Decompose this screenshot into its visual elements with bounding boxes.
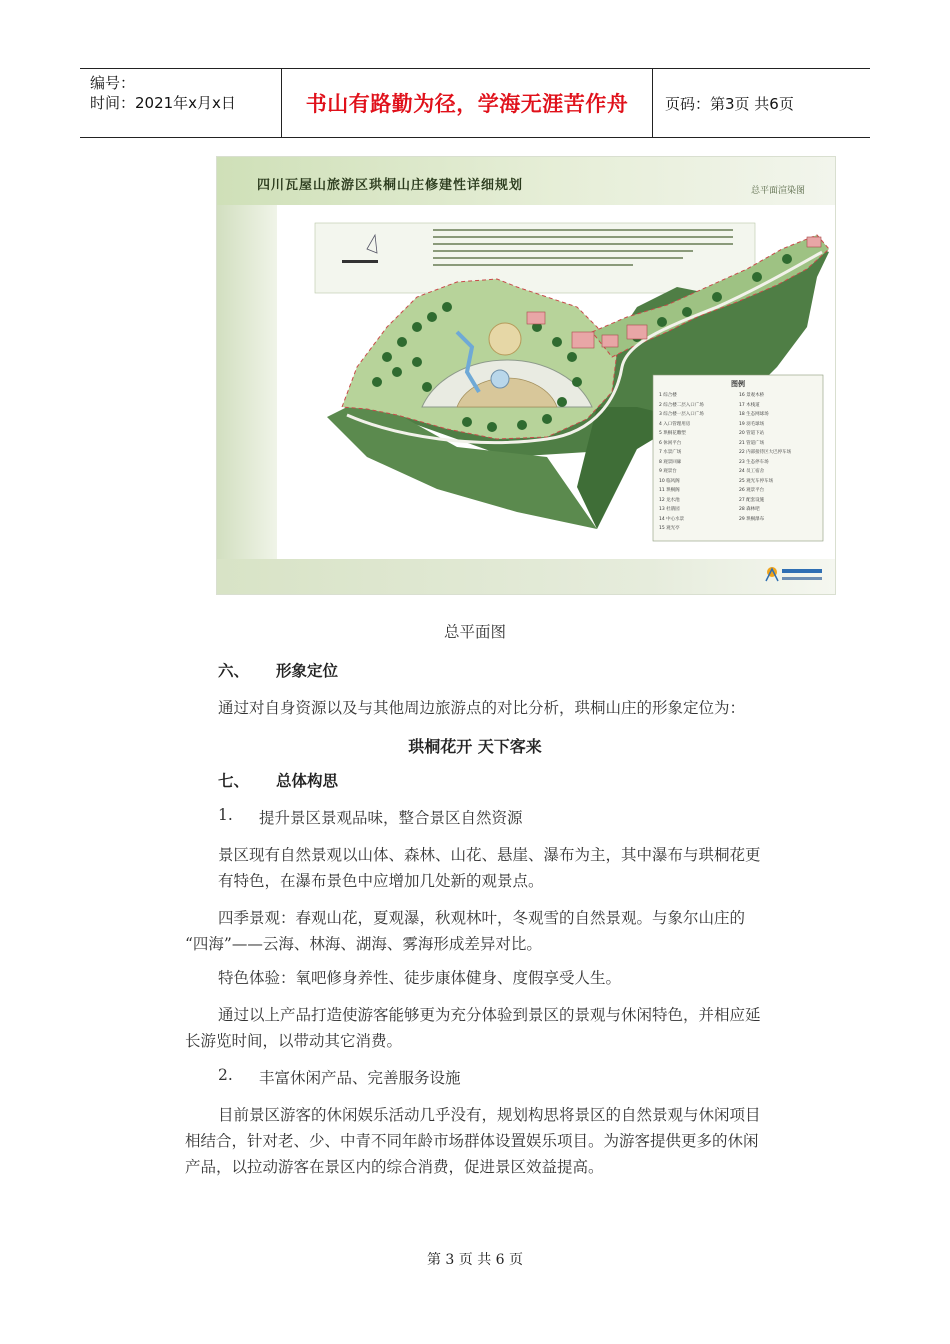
paragraph-3-line-2: “四海”——云海、林海、湖海、雾海形成差异对比。	[185, 935, 542, 953]
site-plan-figure	[217, 157, 835, 594]
legend-item: 13 杜鹃园	[659, 507, 680, 512]
page-header	[80, 68, 870, 138]
legend-item: 5 珙桐花雕塑	[659, 431, 686, 436]
paragraph-positioning: 通过对自身资源以及与其他周边旅游点的对比分析，珙桐山庄的形象定位为：	[218, 699, 746, 717]
section-7-number: 七、	[218, 772, 250, 790]
legend-item: 16 景观木桥	[739, 393, 765, 398]
legend-item: 20 管道下站	[739, 431, 765, 436]
legend-item: 15 观光亭	[659, 526, 680, 531]
paragraph-3-line-1: 四季景观：春观山花，夏观瀑，秋观林叶，冬观雪的自然景观。与象尔山庄的	[218, 909, 746, 927]
legend-item: 27 配套设施	[739, 497, 765, 503]
legend-item: 6 休闲平台	[659, 440, 682, 446]
legend-item: 22 内部接待区大巴停车场	[739, 450, 792, 455]
legend-item: 28 森林吧	[739, 507, 760, 512]
doc-time-label: 时间：2021年x月x日	[90, 94, 236, 112]
legend-item: 26 观景平台	[739, 488, 765, 493]
section-7-title: 总体构思	[276, 772, 339, 790]
legend-item: 18 生态网球场	[739, 412, 769, 417]
legend-item: 4 入口管理用房	[659, 421, 691, 427]
item-1-number: 1.	[218, 806, 233, 824]
item-2-title: 丰富休闲产品、完善服务设施	[259, 1069, 461, 1087]
legend-item: 11 珙桐阁	[659, 488, 680, 493]
paragraph-6-line-1: 目前景区游客的休闲娱乐活动几乎没有，规划构思将景区的自然景观与休闲项目	[218, 1106, 761, 1124]
doc-number-label: 编号：	[90, 74, 136, 92]
legend-item: 3 综合楼一层入口广场	[659, 412, 704, 417]
legend-item: 7 水景广场	[659, 450, 682, 455]
legend-item: 14 中心水景	[659, 516, 685, 522]
legend-item: 8 观景回廊	[659, 459, 682, 465]
legend-title: 图例	[731, 380, 745, 388]
map-subtitle: 总平面渲染图	[750, 186, 805, 196]
legend-right-col	[739, 391, 791, 524]
legend-item: 19 羽毛球场	[739, 421, 765, 427]
legend-item: 12 龙水池	[659, 497, 680, 503]
paragraph-4: 特色体验：氧吧修身养性、徒步康体健身、度假享受人生。	[218, 969, 622, 987]
company-logo	[762, 561, 827, 589]
map-legend	[653, 375, 823, 541]
paragraph-5-line-1: 通过以上产品打造使游客能够更为充分体验到景区的景观与休闲特色，并相应延	[218, 1006, 761, 1024]
legend-item: 17 木栈道	[739, 402, 760, 408]
paragraph-6-line-2: 相结合，针对老、少、中青不同年龄市场群体设置娱乐项目。为游客提供更多的休闲	[185, 1132, 759, 1150]
paragraph-5-line-2: 长游览时间，以带动其它消费。	[185, 1032, 403, 1050]
map-title: 四川瓦屋山旅游区珙桐山庄修建性详细规划	[257, 178, 524, 193]
legend-left-col	[659, 391, 704, 534]
legend-item: 10 临风阁	[659, 478, 680, 484]
header-motto: 书山有路勤为径，学海无涯苦作舟	[305, 92, 629, 116]
legend-item: 24 员工宿舍	[739, 469, 765, 474]
item-1-title: 提升景区景观品味，整合景区自然资源	[259, 809, 523, 827]
legend-item: 25 观光车停车场	[739, 478, 774, 484]
page-footer: 第 3 页 共 6 页	[426, 1252, 524, 1268]
legend-item: 2 综合楼二层入口广场	[659, 402, 704, 408]
slogan: 珙桐花开 天下客来	[408, 737, 542, 756]
legend-item: 1 综合楼	[659, 393, 677, 398]
legend-item: 23 生态停车场	[739, 459, 769, 465]
section-6-title: 形象定位	[276, 662, 339, 680]
header-motto-cell	[281, 69, 653, 137]
item-2-number: 2.	[218, 1066, 233, 1084]
figure-caption: 总平面图	[443, 623, 506, 641]
paragraph-2-line-2: 有特色，在瀑布景色中应增加几处新的观景点。	[218, 872, 544, 890]
paragraph-6-line-3: 产品，以拉动游客在景区内的综合消费，促进景区效益提高。	[185, 1158, 604, 1176]
header-meta	[80, 69, 281, 137]
legend-item: 29 珙桐瀑布	[739, 516, 765, 522]
paragraph-2-line-1: 景区现有自然景观以山体、森林、山花、悬崖、瀑布为主，其中瀑布与珙桐花更	[218, 846, 761, 864]
header-page-info: 页码：第3页 共6页	[665, 94, 794, 113]
section-6-number: 六、	[218, 662, 250, 680]
legend-item: 21 管道广场	[739, 440, 765, 446]
legend-item: 9 观景台	[659, 469, 677, 474]
